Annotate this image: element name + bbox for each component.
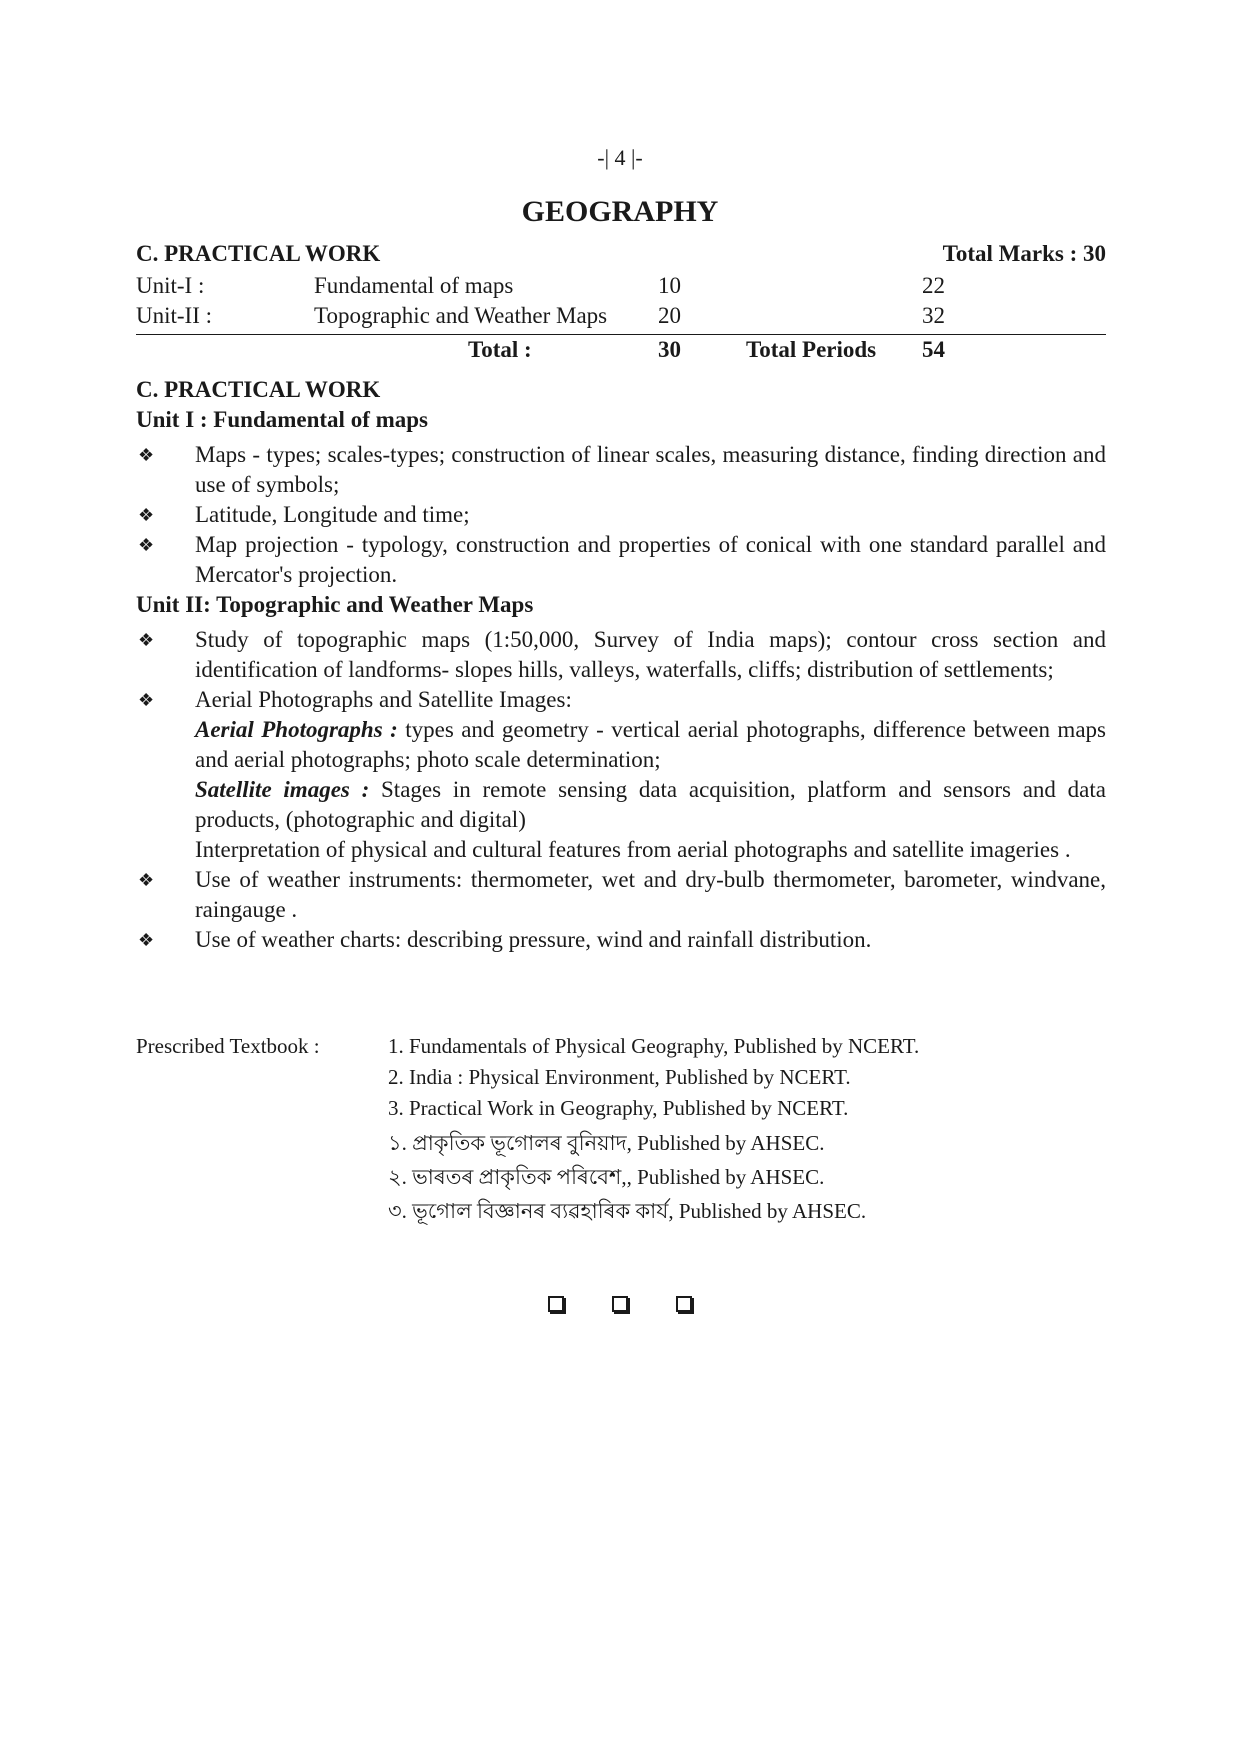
periods-cell: 22 (922, 273, 945, 298)
marks-cell: 10 (658, 273, 681, 298)
diamond-bullet-icon: ❖ (138, 690, 155, 710)
list-item: ৩. ভূগোল বিজ্ঞানৰ ব্যৱহাৰিক কাৰ্য, Published by AHSEC. (388, 1199, 867, 1223)
unit1-heading: Unit I : Fundamental of maps (136, 407, 429, 432)
page-title: GEOGRAPHY (521, 195, 719, 228)
square-icon (612, 1296, 628, 1312)
diamond-bullet-icon: ❖ (138, 505, 155, 525)
list-item: ১. প্ৰাকৃতিক ভূগোলৰ বুনিয়াদ, Published by AHSEC. (388, 1131, 825, 1155)
list-item: 1. Fundamentals of Physical Geography, Published by NCERT. (388, 1034, 920, 1058)
diamond-bullet-icon: ❖ (138, 930, 155, 950)
periods-cell: 32 (922, 303, 945, 328)
diamond-bullet-icon: ❖ (138, 535, 155, 555)
list-item: 3. Practical Work in Geography, Published by NCERT. (388, 1096, 849, 1120)
diamond-bullet-icon: ❖ (138, 870, 155, 890)
table-row (136, 303, 1106, 333)
list-item: ❖ Latitude, Longitude and time; (136, 500, 1106, 530)
page-number: -| 4 |- (597, 145, 643, 170)
list-item: ❖ Use of weather instruments: thermometer, wet and dry-bulb thermometer, barometer, windvane, raingauge . (138, 867, 1106, 922)
table-divider (136, 334, 1106, 335)
list-item: ❖ Maps - types; scales-types; construction of linear scales, measuring distance, finding direction and use of symbols; (138, 442, 1106, 497)
total-marks: 30 (658, 337, 681, 362)
diamond-bullet-icon: ❖ (138, 630, 155, 650)
textbook-label: Prescribed Textbook : (136, 1034, 320, 1058)
list-item: ❖ Use of weather charts: describing pressure, wind and rainfall distribution. (136, 925, 1106, 955)
total-label: Total : (468, 337, 532, 362)
total-marks-label: Total Marks : 30 (942, 241, 1106, 266)
unit-cell: Unit-II : (136, 303, 213, 328)
table-total-row (136, 337, 1106, 367)
list-item: ❖ Aerial Photographs and Satellite Images: Aerial Photographs : types and geometry - vertical aerial photographs, difference between maps and aerial photographs; photo scale determination; Satellite images : Stages in remote sensing data acquisition, platform and sensors and data products, (photographic and digital) Interpretation of physical and cultural features from aerial photographs and satellite imageries . (138, 687, 1106, 862)
marks-table (136, 243, 1106, 367)
marks-cell: 20 (658, 303, 681, 328)
list-item: ২. ভাৰতৰ প্ৰাকৃতিক পৰিবেশ,, Published by AHSEC. (388, 1165, 825, 1189)
table-row (136, 273, 1106, 303)
satellite-label: Satellite images : (195, 777, 370, 802)
total-periods-label: Total Periods (746, 337, 877, 362)
practical-work-section (136, 375, 1106, 955)
section-heading: C. PRACTICAL WORK (136, 377, 381, 402)
square-icon (676, 1296, 692, 1312)
end-marker (0, 1296, 1240, 1317)
aerial-label: Aerial Photographs : (195, 717, 398, 742)
marks-table-header (136, 243, 1106, 273)
diamond-bullet-icon: ❖ (138, 445, 155, 465)
square-icon (548, 1296, 564, 1312)
textbook-list (388, 1034, 1088, 1229)
total-periods: 54 (922, 337, 945, 362)
marks-table-heading: C. PRACTICAL WORK (136, 241, 381, 266)
list-item: ❖ Map projection - typology, construction and properties of conical with one standard parallel and Mercator's projection. (138, 532, 1106, 587)
topic-cell: Topographic and Weather Maps (314, 303, 608, 328)
topic-cell: Fundamental of maps (314, 273, 514, 298)
list-item: ❖ Study of topographic maps (1:50,000, Survey of India maps); contour cross section and identification of landforms- slopes hills, valleys, waterfalls, cliffs; distribution of settlements; (138, 627, 1106, 682)
unit-cell: Unit-I : (136, 273, 205, 298)
unit2-heading: Unit II: Topographic and Weather Maps (136, 592, 534, 617)
list-item: 2. India : Physical Environment, Published by NCERT. (388, 1065, 851, 1089)
